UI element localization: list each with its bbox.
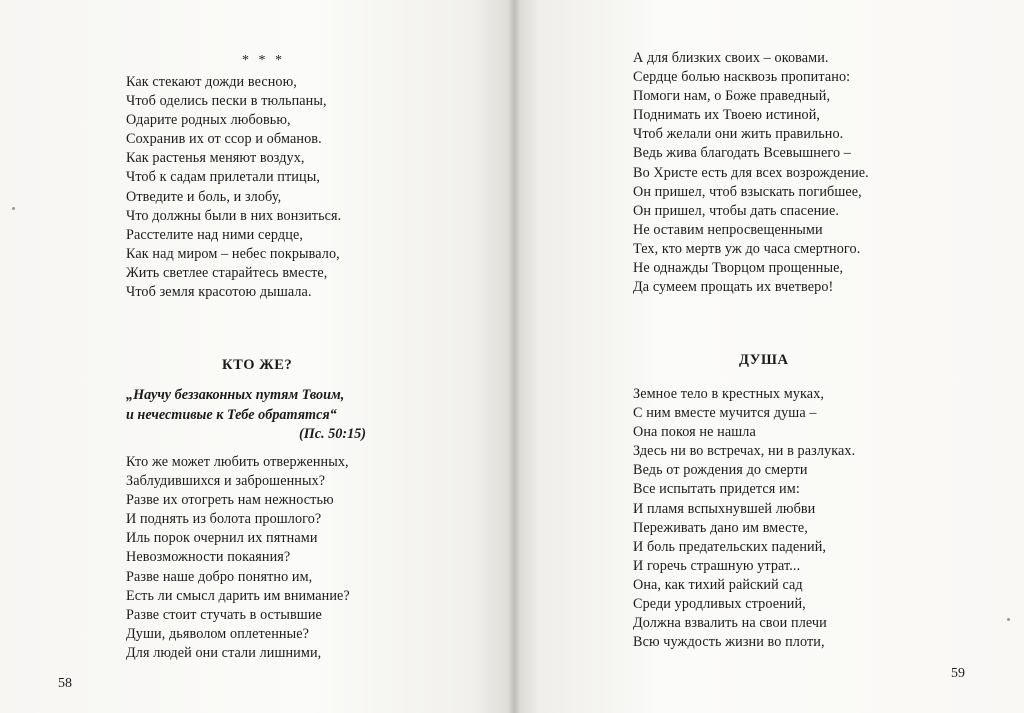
poem-line: Чтоб оделись пески в тюльпаны,: [126, 93, 327, 110]
paper-speck: [1007, 618, 1010, 621]
poem-line: И пламя вспыхнувшей любви: [633, 500, 816, 517]
poem-kto-zhe-continued: [633, 49, 869, 297]
poem-line: Все испытать придется им:: [633, 481, 800, 498]
poem-line: Есть ли смысл дарить им внимание?: [126, 587, 350, 604]
poem-line: Не однажды Творцом прощенные,: [633, 260, 844, 277]
poem-line: Земное тело в крестных муках,: [633, 386, 825, 402]
poem-line: Для людей они стали лишними,: [126, 644, 322, 661]
epigraph-line: и нечестивые к Тебе обратятся“: [126, 406, 337, 423]
poem-line: Разве наше добро понятно им,: [126, 568, 313, 585]
poem-line: Отведите и боль, и злобу,: [126, 188, 282, 205]
epigraph-line: „Научу беззаконных путям Твоим,: [126, 387, 345, 403]
poem-line: А для близких своих – оковами.: [633, 50, 829, 66]
poem-line: Иль порок очернил их пятнами: [126, 530, 318, 547]
poem-line: Среди уродливых строений,: [633, 596, 806, 613]
poem-line: Да сумеем прощать их вчетверо!: [633, 279, 834, 296]
poem-line: И боль предательских падений,: [633, 538, 827, 555]
poem-line: Всю чуждость жизни во плоти,: [633, 634, 825, 651]
poem-line: Одарите родных любовью,: [126, 112, 291, 129]
poem-line: Как над миром – небес покрывало,: [126, 245, 340, 262]
poem-title-dusha: ДУША: [739, 352, 789, 368]
poem-line: Здесь ни во встречах, ни в разлуках.: [633, 443, 856, 460]
poem-line: Ведь жива благодать Всевышнего –: [633, 145, 851, 162]
poem-line: Должна взвалить на свои плечи: [633, 615, 827, 632]
poem-line: И горечь страшную утрат...: [633, 557, 801, 574]
book-gutter: [508, 0, 520, 713]
poem-line: Не оставим непросвещенными: [633, 221, 823, 238]
poem-title-kto-zhe: КТО ЖЕ?: [222, 357, 293, 373]
poem-line: Невозможности покаяния?: [126, 549, 291, 566]
poem-line: Во Христе есть для всех возрождение.: [633, 164, 869, 181]
poem-line: Чтоб к садам прилетали птицы,: [126, 169, 320, 186]
poem-line: С ним вместе мучится душа –: [633, 405, 817, 422]
poem-line: Чтоб желали они жить правильно.: [633, 126, 844, 143]
poem-line: Поднимать их Твоею истиной,: [633, 107, 821, 124]
poem-line: И поднять из болота прошлого?: [126, 511, 322, 528]
poem-line: Он пришел, чтоб взыскать погибшее,: [633, 183, 862, 200]
poem-line: Расстелите над ними сердце,: [126, 226, 303, 243]
paper-speck: [12, 207, 15, 210]
poem-line: Переживать дано им вместе,: [633, 519, 808, 536]
poem-line: Она покоя не нашла: [633, 424, 756, 441]
poem-line: Разве стоит стучать в остывшие: [126, 606, 322, 623]
poem-line: Она, как тихий райский сад: [633, 576, 803, 593]
page-number-right: 59: [951, 666, 965, 681]
poem-line: Чтоб земля красотою дышала.: [126, 284, 312, 301]
right-page: [514, 0, 1024, 713]
poem-line: Сердце болью насквозь пропитано:: [633, 69, 851, 86]
poem-dusha: [633, 385, 855, 652]
poem-line: Ведь от рождения до смерти: [633, 462, 808, 479]
poem-line: Он пришел, чтобы дать спасение.: [633, 202, 840, 219]
poem-line: Как растенья меняют воздух,: [126, 150, 305, 167]
poem-line: Разве их отогреть нам нежностью: [126, 492, 334, 509]
section-ornament: * * *: [242, 53, 285, 68]
poem-line: Тех, кто мертв уж до часа смертного.: [633, 240, 861, 257]
poem-line: Помоги нам, о Боже праведный,: [633, 88, 831, 105]
poem-kto-zhe: [126, 453, 350, 663]
poem-line: Кто же может любить отверженных,: [126, 454, 349, 470]
poem-line: Как стекают дожди весною,: [126, 74, 297, 90]
poem-untitled: [126, 73, 341, 302]
poem-line: Сохранив их от ссор и обманов.: [126, 131, 322, 148]
poem-line: Жить светлее старайтесь вместе,: [126, 264, 328, 281]
epigraph-reference: (Пс. 50:15): [299, 426, 366, 442]
page-number-left: 58: [58, 676, 72, 691]
poem-line: Что должны были в них вонзиться.: [126, 207, 342, 224]
poem-line: Души, дьяволом оплетенные?: [126, 625, 310, 642]
poem-line: Заблудившихся и заброшенных?: [126, 473, 326, 490]
epigraph: [126, 386, 344, 425]
